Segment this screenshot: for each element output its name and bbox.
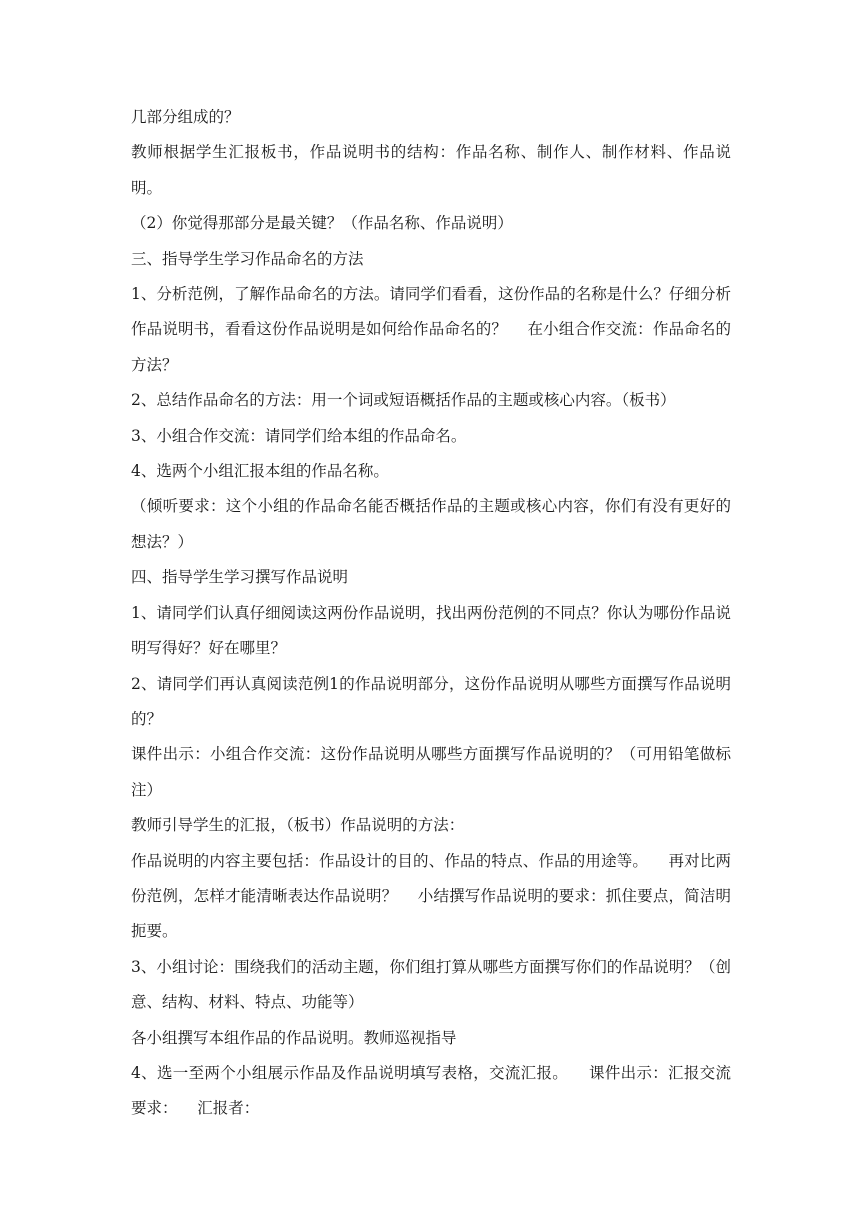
paragraph-listening-requirement: （倾听要求：这个小组的作品命名能否概括作品的主题或核心内容，你们有没有更好的想法？） — [131, 497, 731, 551]
paragraph-board-structure: 教师根据学生汇报板书，作品说明书的结构：作品名称、制作人、制作材料、作品说明。 — [131, 143, 731, 197]
heading-section-four: 四、指导学生学习撰写作品说明 — [131, 568, 349, 587]
paragraph-groups-write: 各小组撰写本组作品的作品说明。教师巡视指导 — [131, 1028, 457, 1047]
paragraph-description-content: 作品说明的内容主要包括：作品设计的目的、作品的特点、作品的用途等。 再对比两份范例，怎样才能清晰表达作品说明？ 小结撰写作品说明的要求：抓住要点，简洁明扼要。 — [131, 851, 731, 941]
paragraph-key-part: （2）你觉得那部分是最关键？（作品名称、作品说明） — [131, 214, 513, 233]
paragraph-compare-examples: 1、请同学们认真仔细阅读这两份作品说明，找出两份范例的不同点？你认为哪份作品说明写得好？好在哪里？ — [131, 603, 731, 658]
paragraph-naming-method: 2、总结作品命名的方法：用一个词或短语概括作品的主题或核心内容。（板书） — [131, 391, 676, 410]
paragraph-question-end: 几部分组成的？ — [131, 108, 240, 126]
paragraph-group-discussion: 3、小组讨论：围绕我们的活动主题，你们组打算从哪些方面撰写你们的作品说明？（创意、结构、材料、特点、功能等） — [131, 957, 731, 1012]
paragraph-analyze-example: 1、分析范例，了解作品命名的方法。请同学们看看，这份作品的名称是什么？仔细分析作品说明书，看看这份作品说明是如何给作品命名的？ 在小组合作交流：作品命名的方法？ — [131, 285, 731, 374]
paragraph-group-naming: 3、小组合作交流：请同学们给本组的作品命名。 — [131, 426, 467, 445]
paragraph-read-example-one: 2、请同学们再认真阅读范例1的作品说明部分，这份作品说明从哪些方面撰写作品说明的？ — [131, 674, 731, 728]
paragraph-teacher-guide: 教师引导学生的汇报，（板书）作品说明的方法： — [131, 816, 465, 835]
paragraph-show-and-report: 4、选一至两个小组展示作品及作品说明填写表格，交流汇报。 课件出示：汇报交流要求： 汇报者： — [131, 1063, 731, 1118]
heading-section-three: 三、指导学生学习作品命名的方法 — [131, 249, 364, 268]
paragraph-courseware-display: 课件出示：小组合作交流：这份作品说明从哪些方面撰写作品说明的？（可用铅笔做标注） — [131, 745, 731, 799]
paragraph-report-names: 4、选两个小组汇报本组的作品名称。 — [131, 462, 389, 481]
document-body — [131, 100, 731, 1127]
